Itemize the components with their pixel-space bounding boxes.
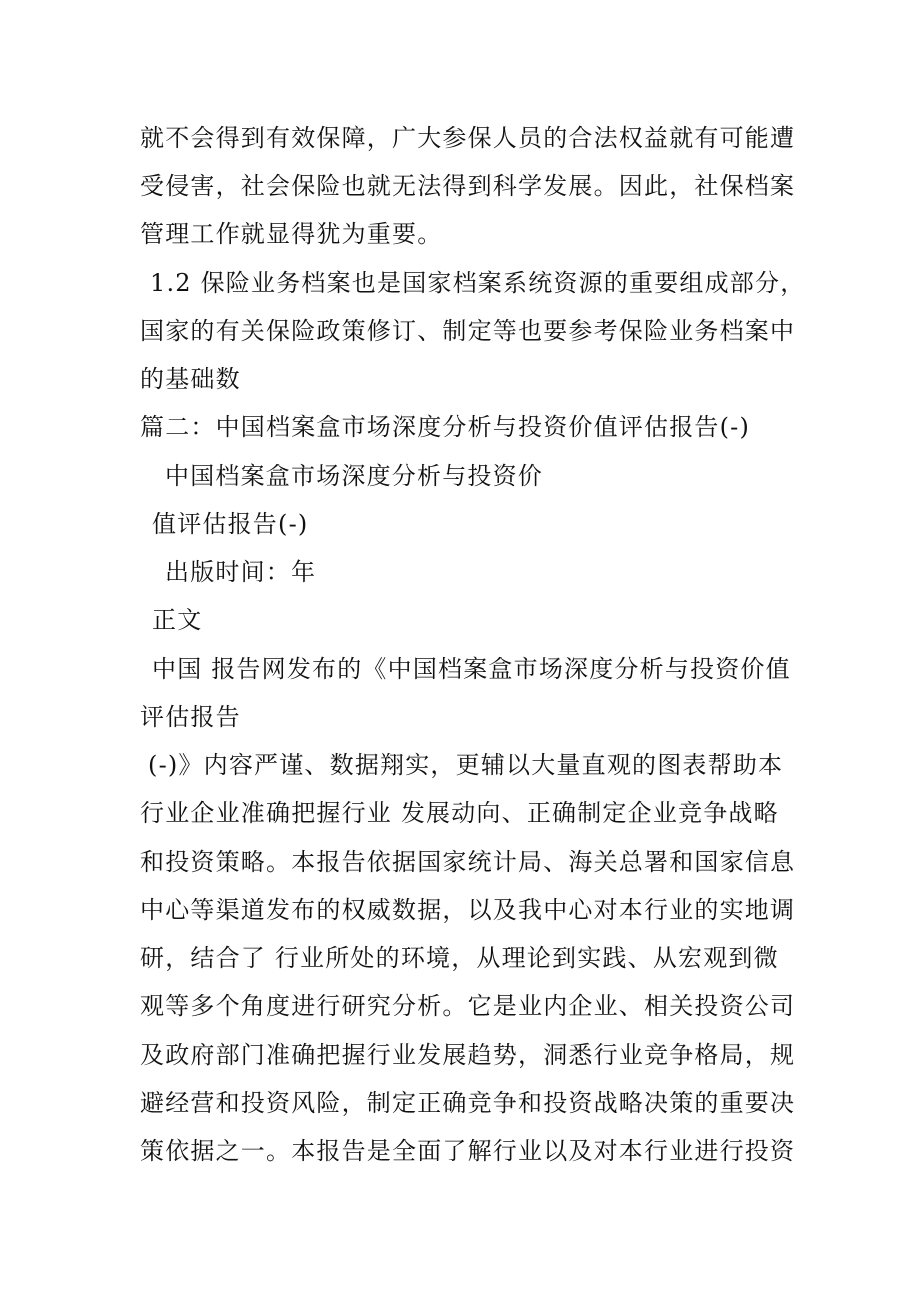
text-line-5: 国家的有关保险政策修订、制定等也要参考保险业务档案中 xyxy=(140,317,796,345)
text-line-13: 评估报告 xyxy=(140,703,241,731)
text-line-21: 避经营和投资风险，制定正确竞争和投资战略决策的重要决 xyxy=(140,1089,796,1117)
text-line-14: (-)》内容严谨、数据翔实，更辅以大量直观的图表帮助本 xyxy=(148,751,784,779)
text-line-6: 的基础数 xyxy=(140,365,241,393)
text-line-3: 管理工作就显得犹为重要。 xyxy=(140,220,443,248)
text-line-2: 受侵害，社会保险也就无法得到科学发展。因此，社保档案 xyxy=(140,172,796,200)
text-line-17: 中心等渠道发布的权威数据，以及我中心对本行业的实地调 xyxy=(140,896,796,924)
section-heading-1-2: 1.2 保险业务档案也是国家档案系统资源的重要组成部分， xyxy=(150,269,806,297)
text-line-18: 研，结合了 行业所处的环境，从理论到实践、从宏观到微 xyxy=(140,944,779,972)
text-line-22: 策依据之一。本报告是全面了解行业以及对本行业进行投资 xyxy=(140,1137,796,1165)
text-line-15: 行业企业准确把握行业 发展动向、正确制定企业竞争战略 xyxy=(140,799,779,827)
text-line-19: 观等多个角度进行研究分析。它是业内企业、相关投资公司 xyxy=(140,992,796,1020)
text-line-20: 及政府部门准确把握行业发展趋势，洞悉行业竞争格局，规 xyxy=(140,1041,796,1069)
text-line-12: 中国 报告网发布的《中国档案盒市场深度分析与投资价值 xyxy=(152,655,791,683)
chapter-heading: 篇二：中国档案盒市场深度分析与投资价值评估报告(-) xyxy=(140,413,751,441)
text-line-1: 就不会得到有效保障，广大参保人员的合法权益就有可能遭 xyxy=(140,124,796,152)
report-title-line-1: 中国档案盒市场深度分析与投资价 xyxy=(165,462,543,490)
body-heading: 正文 xyxy=(152,606,203,634)
publish-date: 出版时间：年 xyxy=(165,558,317,586)
text-line-16: 和投资策略。本报告依据国家统计局、海关总署和国家信息 xyxy=(140,848,796,876)
report-title-line-2: 值评估报告(-) xyxy=(152,510,309,538)
